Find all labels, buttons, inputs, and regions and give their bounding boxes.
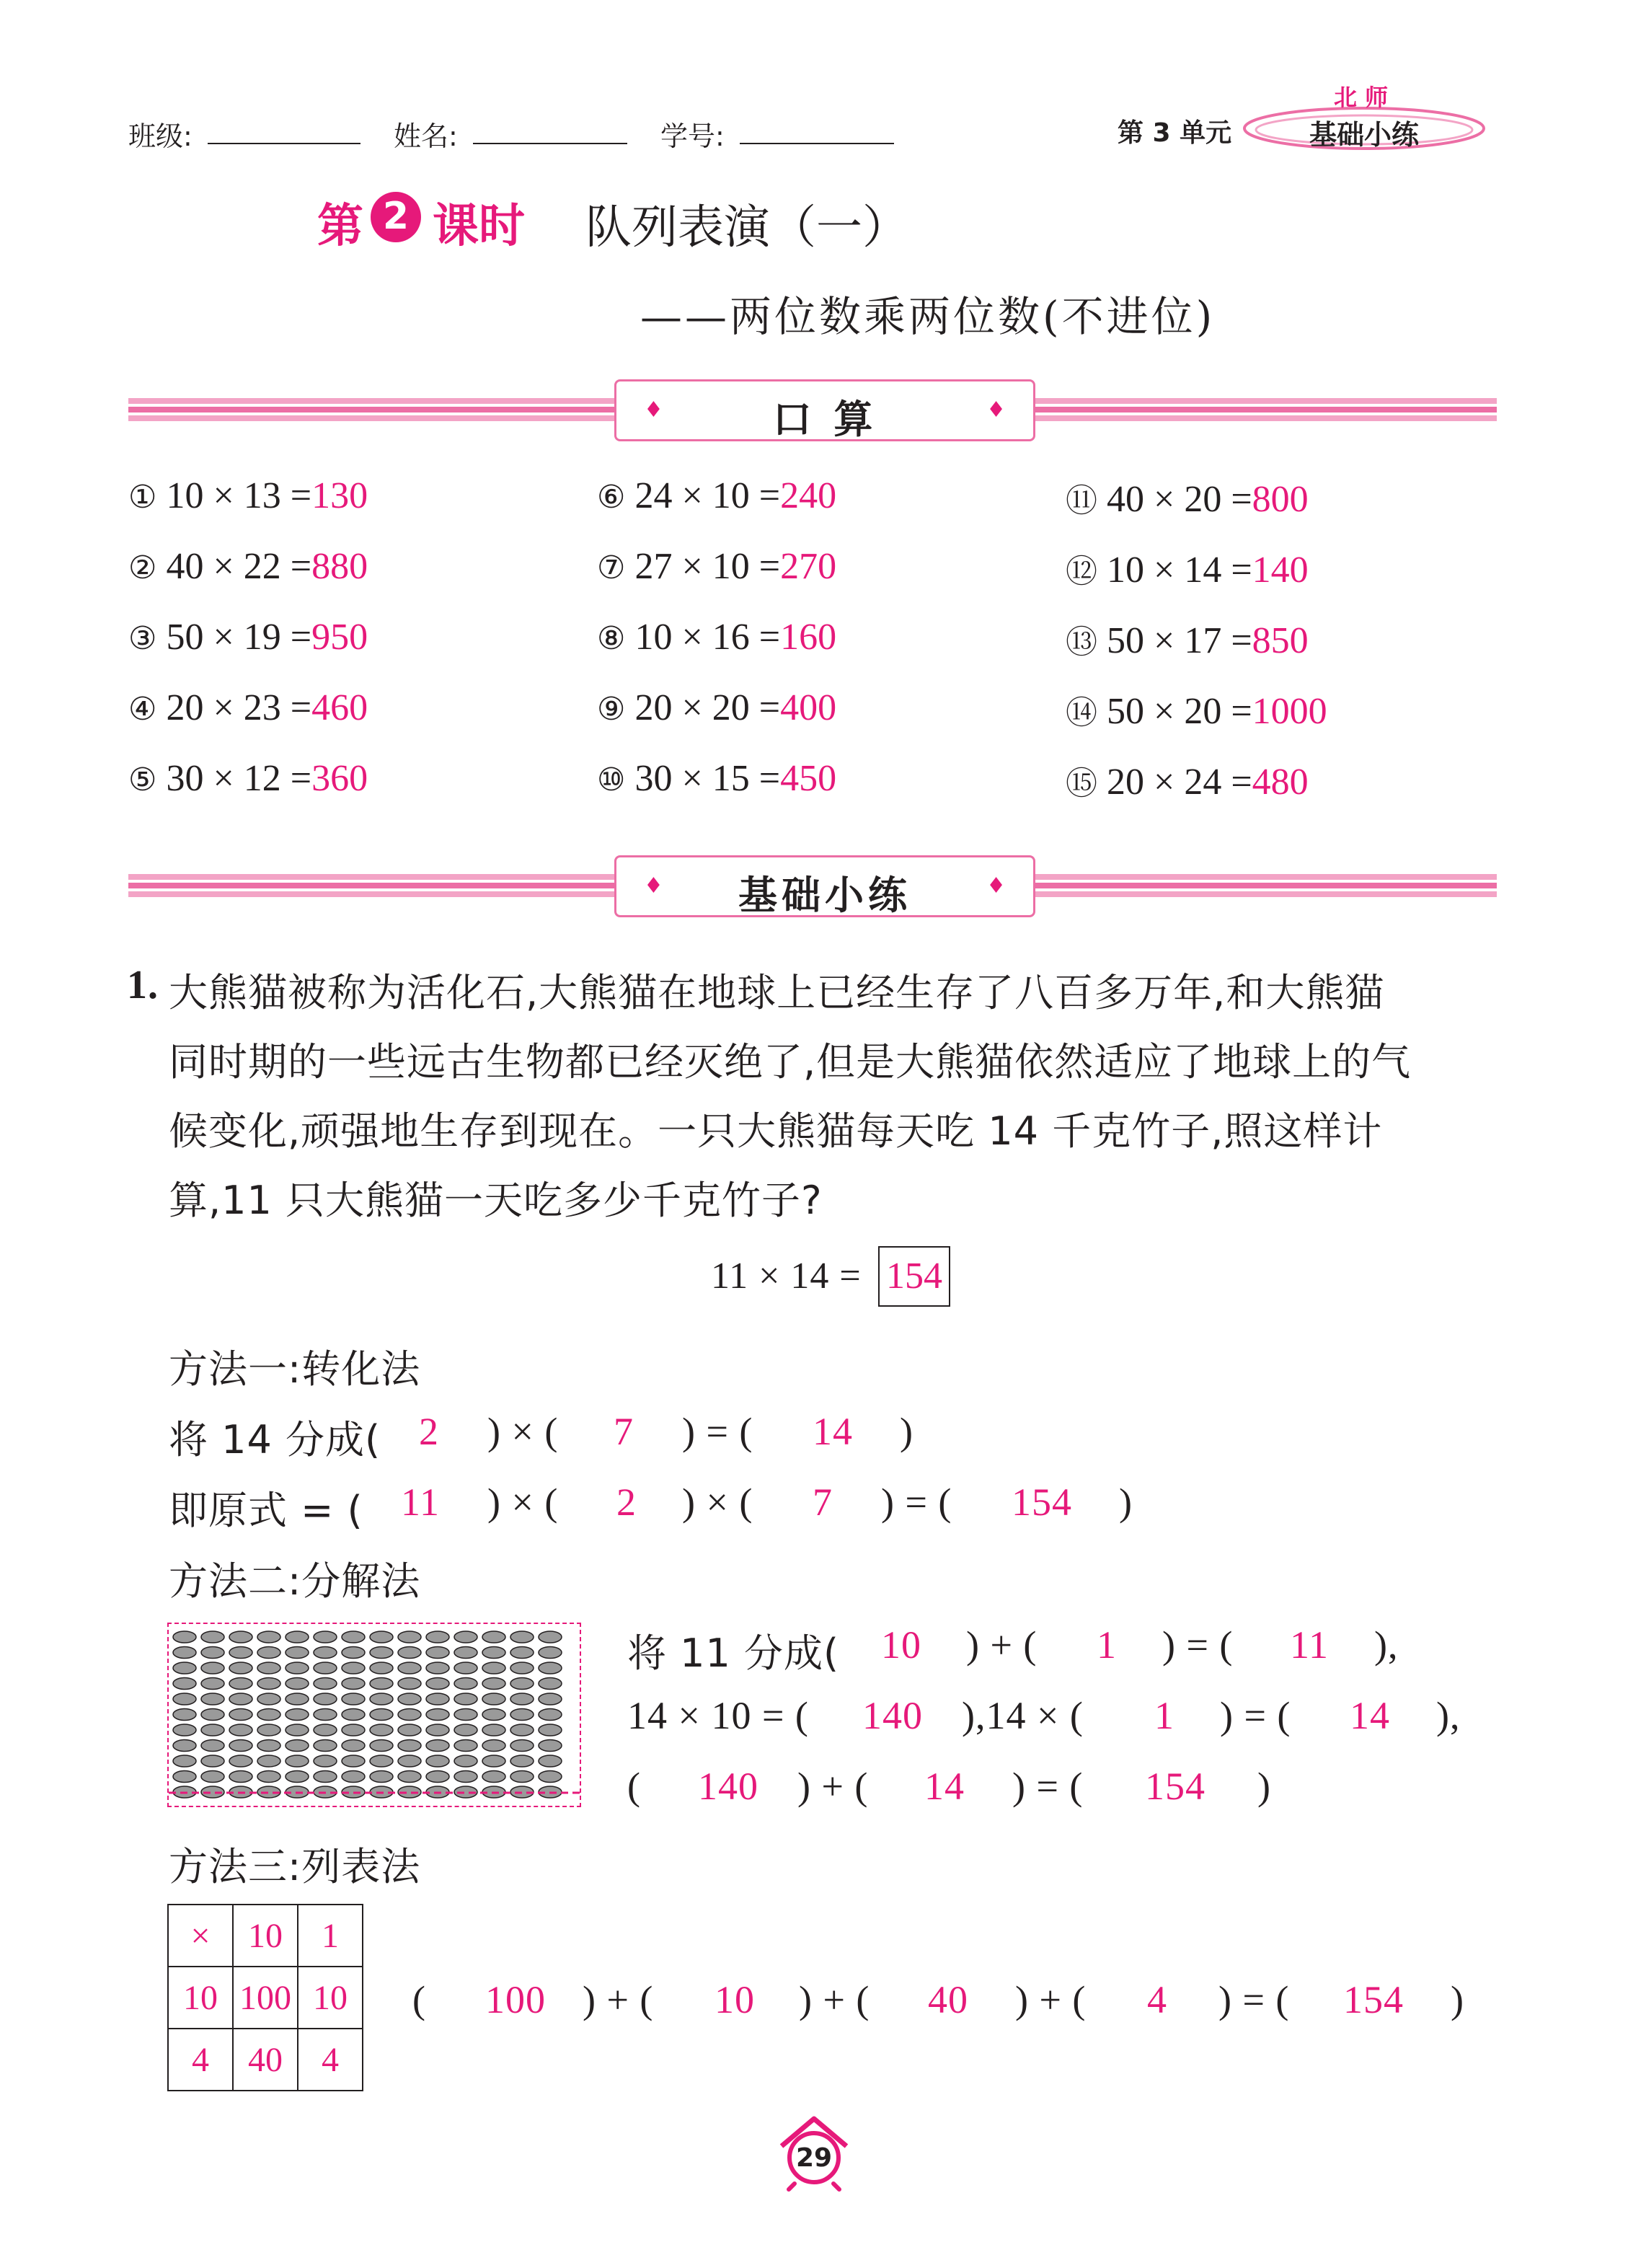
problem-number: 1. [127, 963, 159, 1007]
oral-answer[interactable]: 140 [1252, 550, 1309, 591]
array-dot [314, 1678, 337, 1690]
oral-item [1066, 687, 1327, 733]
diamond-icon: ♦ [644, 397, 663, 423]
array-dot [510, 1662, 534, 1674]
oral-answer[interactable]: 880 [311, 546, 368, 587]
item-number: ③ [128, 620, 157, 657]
main-equation: 11 × 14 = [711, 1256, 862, 1297]
array-dot [286, 1771, 309, 1783]
array-dot [426, 1647, 449, 1659]
oral-question: 20 × 24 = [1107, 762, 1252, 803]
array-dot [370, 1631, 393, 1643]
array-dot [539, 1740, 562, 1752]
diamond-icon: ♦ [986, 873, 1006, 899]
array-dot [454, 1771, 477, 1783]
series-title: 基础小练 [1309, 119, 1419, 151]
method1-line2-label: 即原式 = ( [169, 1488, 363, 1533]
paren-times: ) × ( [682, 1481, 753, 1524]
array-dot [426, 1678, 449, 1690]
paren-equals: ) = ( [682, 1410, 753, 1453]
paren-equals: ) = ( [1220, 1694, 1291, 1737]
array-dot [229, 1693, 252, 1705]
array-dot [454, 1755, 477, 1767]
array-dot [342, 1693, 365, 1705]
array-dot [314, 1662, 337, 1674]
method2-answer[interactable]: 11 [1290, 1623, 1329, 1667]
array-dot [398, 1662, 421, 1674]
array-dot [482, 1740, 505, 1752]
oral-item [597, 475, 836, 517]
item-number: ⑥ [597, 479, 626, 516]
array-dot [229, 1724, 252, 1736]
method1-answer[interactable]: 14 [813, 1410, 853, 1453]
method1-line1-label: 将 14 分成( [169, 1417, 381, 1462]
method1-answer[interactable]: 7 [614, 1410, 634, 1453]
array-dot [201, 1724, 224, 1736]
array-dot [173, 1709, 196, 1721]
array-dot [257, 1755, 280, 1767]
array-dot [257, 1647, 280, 1659]
open-paren: ( [627, 1765, 641, 1808]
array-dot [173, 1724, 196, 1736]
array-dot [370, 1678, 393, 1690]
array-dot [398, 1709, 421, 1721]
method3-answer[interactable]: 4 [1147, 1978, 1167, 2021]
paren-equals: ) = ( [1012, 1765, 1084, 1808]
array-dot [257, 1724, 280, 1736]
oral-item [597, 545, 836, 588]
problem-text-line: 候变化,顽强地生存到现在。一只大熊猫每天吃 14 千克竹子,照这样计 [169, 1108, 1383, 1154]
array-dot [510, 1771, 534, 1783]
array-dot [370, 1771, 393, 1783]
method2-answer[interactable]: 14 [924, 1765, 965, 1808]
array-dot [454, 1631, 477, 1643]
close-paren-comma: ), [1436, 1694, 1461, 1737]
paren-equals: ) = ( [881, 1481, 952, 1524]
method3-answer[interactable]: 40 [928, 1978, 968, 2021]
array-dot [510, 1755, 534, 1767]
oral-item [128, 687, 368, 729]
array-dot [314, 1631, 337, 1643]
array-dot [426, 1631, 449, 1643]
item-number: ① [128, 479, 157, 516]
array-dot [257, 1771, 280, 1783]
array-dot [426, 1771, 449, 1783]
section-title-basic [614, 855, 1035, 917]
close-paren: ) [1119, 1481, 1133, 1524]
array-dot [510, 1647, 534, 1659]
array-dot [370, 1709, 393, 1721]
section-title-oral [614, 379, 1035, 441]
array-dot [286, 1755, 309, 1767]
array-dot [370, 1647, 393, 1659]
section-title-text: 基础小练 [738, 873, 911, 918]
array-dot [201, 1771, 224, 1783]
item-number: ② [128, 550, 157, 586]
array-dot [539, 1662, 562, 1674]
unit-label: 第 3 单元 [1118, 118, 1232, 148]
array-dot [173, 1678, 196, 1690]
page-number-badge [773, 2113, 855, 2192]
diamond-icon: ♦ [644, 873, 663, 899]
array-dot [454, 1709, 477, 1721]
problem-text-line: 算,11 只大熊猫一天吃多少千克竹子? [169, 1178, 823, 1223]
array-dot [510, 1678, 534, 1690]
oral-item [1066, 545, 1309, 591]
item-number: ⑪ [1066, 482, 1097, 519]
item-number: ⑤ [128, 762, 157, 798]
method1-answer[interactable]: 2 [616, 1481, 637, 1524]
array-dot [229, 1771, 252, 1783]
array-dot [229, 1631, 252, 1643]
oral-answer[interactable]: 480 [1252, 762, 1309, 803]
method1-answer[interactable]: 11 [401, 1481, 440, 1524]
array-dot [539, 1709, 562, 1721]
oral-question: 30 × 15 = [634, 758, 781, 799]
table-cell: 1 [298, 1905, 363, 1967]
array-dot [426, 1709, 449, 1721]
oral-item [597, 616, 836, 658]
array-dot [454, 1724, 477, 1736]
array-dot [342, 1709, 365, 1721]
paren-plus: ) + ( [966, 1623, 1038, 1667]
paren-times: ) × ( [487, 1481, 559, 1524]
oral-answer[interactable]: 360 [311, 758, 368, 799]
paren-times: ) × ( [487, 1410, 559, 1453]
oral-item [1066, 475, 1309, 521]
lesson-number: 2 [382, 195, 410, 238]
oral-answer[interactable]: 270 [780, 546, 837, 587]
oral-item [128, 616, 368, 658]
method1-answer[interactable]: 7 [813, 1481, 833, 1524]
array-dot [173, 1647, 196, 1659]
table-cell[interactable]: 4 [298, 2029, 363, 2091]
array-dot [342, 1662, 365, 1674]
array-dot [510, 1740, 534, 1752]
array-dot [454, 1693, 477, 1705]
array-dot [201, 1631, 224, 1643]
array-dot [510, 1724, 534, 1736]
oral-answer[interactable]: 950 [311, 617, 368, 658]
array-dot [426, 1693, 449, 1705]
method2-answer[interactable]: 1 [1097, 1623, 1117, 1667]
method3-answer[interactable]: 10 [715, 1978, 755, 2021]
array-dot [342, 1631, 365, 1643]
oral-question: 40 × 20 = [1107, 479, 1252, 520]
array-dot [229, 1755, 252, 1767]
paren-plus: ) + ( [799, 1978, 870, 2021]
table-cell[interactable]: 100 [233, 1967, 298, 2029]
method3-answer[interactable]: 154 [1343, 1978, 1404, 2021]
array-dot [426, 1755, 449, 1767]
oral-question: 10 × 14 = [1107, 550, 1252, 591]
paren-equals: ) = ( [1162, 1623, 1234, 1667]
table-cell: 10 [168, 1967, 233, 2029]
array-dot [510, 1693, 534, 1705]
array-dot [510, 1631, 534, 1643]
item-number: ④ [128, 691, 157, 728]
close-paren: ) [1451, 1978, 1464, 2021]
array-dot [286, 1693, 309, 1705]
oral-question: 50 × 19 = [166, 617, 312, 658]
equation-answer-box[interactable] [878, 1246, 950, 1307]
paren-plus: ) + ( [797, 1765, 869, 1808]
array-dot [398, 1740, 421, 1752]
array-dot [314, 1755, 337, 1767]
oral-answer[interactable]: 450 [780, 758, 837, 799]
oral-question: 24 × 10 = [634, 475, 781, 516]
array-dot [257, 1662, 280, 1674]
problem-text-line: 大熊猫被称为活化石,大熊猫在地球上已经生存了八百多万年,和大熊猫 [169, 970, 1385, 1015]
array-dot [314, 1724, 337, 1736]
array-dot [201, 1647, 224, 1659]
table-cell: 10 [233, 1905, 298, 1967]
oral-answer[interactable]: 460 [311, 687, 368, 728]
item-number: ⑬ [1066, 624, 1097, 661]
lesson-suffix: 课时 [433, 200, 525, 253]
lesson-number-badge [371, 192, 421, 242]
item-number: ⑫ [1066, 553, 1097, 590]
array-dot [286, 1647, 309, 1659]
name-blank[interactable] [473, 143, 627, 144]
array-dot [398, 1771, 421, 1783]
method2-answer[interactable]: 154 [1145, 1765, 1205, 1808]
method3-answer[interactable]: 100 [485, 1978, 546, 2021]
array-dot [229, 1647, 252, 1659]
array-dot [286, 1724, 309, 1736]
array-dot [482, 1647, 505, 1659]
array-dot [539, 1678, 562, 1690]
table-cell[interactable]: 10 [298, 1967, 363, 2029]
item-number: ⑭ [1066, 694, 1097, 731]
array-dot [314, 1709, 337, 1721]
array-dot [173, 1662, 196, 1674]
array-dot [229, 1740, 252, 1752]
array-dot [286, 1740, 309, 1752]
array-dot [342, 1724, 365, 1736]
oral-item [128, 475, 368, 517]
student-id-label: 学号: [660, 120, 725, 152]
array-dot [482, 1662, 505, 1674]
array-dot [539, 1771, 562, 1783]
array-dot [229, 1662, 252, 1674]
array-dot [201, 1740, 224, 1752]
array-dot [398, 1755, 421, 1767]
method1-answer[interactable]: 154 [1012, 1481, 1072, 1524]
array-dot [201, 1662, 224, 1674]
close-paren: ) [900, 1410, 913, 1453]
array-dot [482, 1724, 505, 1736]
array-dot [539, 1647, 562, 1659]
oral-answer[interactable]: 160 [780, 617, 837, 658]
problem-text-line: 同时期的一些远古生物都已经灭绝了,但是大熊猫依然适应了地球上的气 [169, 1039, 1412, 1085]
method2-line2-label: 14 × 10 = ( [627, 1694, 809, 1737]
array-dot [173, 1740, 196, 1752]
oral-item [597, 757, 836, 800]
item-number: ⑩ [597, 762, 626, 798]
oral-answer[interactable]: 1000 [1252, 691, 1327, 732]
array-dot [201, 1678, 224, 1690]
array-dot [257, 1678, 280, 1690]
array-dot [314, 1740, 337, 1752]
paren-plus: ) + ( [1015, 1978, 1087, 2021]
class-label: 班级: [128, 120, 193, 152]
array-dot [314, 1647, 337, 1659]
array-dot [398, 1678, 421, 1690]
method2-line2-mid: ),14 × ( [962, 1694, 1084, 1737]
student-id-blank[interactable] [740, 143, 894, 144]
method2-answer[interactable]: 140 [862, 1694, 923, 1737]
item-number: ⑧ [597, 620, 626, 657]
array-dot [398, 1647, 421, 1659]
array-dot [482, 1631, 505, 1643]
array-dot [286, 1662, 309, 1674]
array-dot [454, 1740, 477, 1752]
table-cell[interactable]: 40 [233, 2029, 298, 2091]
array-dot [398, 1631, 421, 1643]
array-dot [426, 1724, 449, 1736]
array-dot [370, 1693, 393, 1705]
array-dot [398, 1693, 421, 1705]
item-number: ⑨ [597, 691, 626, 728]
array-dot [257, 1740, 280, 1752]
multiplication-table [167, 1904, 363, 2091]
paren-plus: ) + ( [583, 1978, 654, 2021]
oral-item [1066, 616, 1309, 662]
array-dot [173, 1693, 196, 1705]
paren-equals: ) = ( [1218, 1978, 1290, 2021]
oral-item [1066, 757, 1309, 803]
table-cell: × [168, 1905, 233, 1967]
page-number: 29 [795, 2143, 833, 2173]
array-dot [257, 1631, 280, 1643]
array-dot [426, 1662, 449, 1674]
series-top-label: 北 师 [1334, 84, 1389, 111]
array-dot [454, 1678, 477, 1690]
close-paren: ) [1257, 1765, 1271, 1808]
oral-question: 27 × 10 = [634, 546, 781, 587]
array-dot [342, 1755, 365, 1767]
array-dot [370, 1662, 393, 1674]
method2-answer[interactable]: 14 [1350, 1694, 1390, 1737]
array-dot [398, 1724, 421, 1736]
array-dot [482, 1678, 505, 1690]
array-dot [257, 1709, 280, 1721]
panda-array-figure [167, 1623, 581, 1807]
open-paren: ( [412, 1978, 426, 2021]
array-dot [454, 1662, 477, 1674]
table-cell: 4 [168, 2029, 233, 2091]
diamond-icon: ♦ [986, 397, 1006, 423]
array-dot [342, 1678, 365, 1690]
lesson-prefix: 第 [317, 200, 363, 253]
item-number: ⑦ [597, 550, 626, 586]
method1-answer[interactable]: 2 [419, 1410, 439, 1453]
oral-item [597, 687, 836, 729]
oral-question: 20 × 23 = [166, 687, 312, 728]
method1-title: 方法一:转化法 [169, 1346, 421, 1392]
array-dot [314, 1771, 337, 1783]
array-dot [201, 1709, 224, 1721]
array-dot [286, 1631, 309, 1643]
equation-answer: 154 [886, 1256, 942, 1297]
oral-question: 40 × 22 = [166, 546, 312, 587]
array-dot [286, 1709, 309, 1721]
method2-answer[interactable]: 10 [881, 1623, 921, 1667]
oral-question: 30 × 12 = [166, 758, 312, 799]
oral-question: 50 × 17 = [1107, 620, 1252, 661]
oral-answer[interactable]: 240 [780, 475, 837, 516]
array-dot [201, 1693, 224, 1705]
array-dot [482, 1755, 505, 1767]
array-dot [539, 1724, 562, 1736]
close-paren-comma: ), [1374, 1623, 1399, 1667]
array-dot [370, 1724, 393, 1736]
oral-answer[interactable]: 850 [1252, 620, 1309, 661]
method3-title: 方法三:列表法 [169, 1844, 421, 1889]
array-dot [482, 1709, 505, 1721]
array-dot [482, 1693, 505, 1705]
method2-line1-label: 将 11 分成( [627, 1631, 840, 1676]
method2-title: 方法二:分解法 [169, 1558, 421, 1604]
array-dot [257, 1693, 280, 1705]
oral-question: 20 × 20 = [634, 687, 781, 728]
name-label: 姓名: [394, 120, 458, 152]
item-number: ⑮ [1066, 765, 1097, 802]
array-dot [539, 1755, 562, 1767]
method2-answer[interactable]: 140 [698, 1765, 758, 1808]
section-title-text: 口 算 [772, 397, 877, 442]
array-dot [539, 1693, 562, 1705]
array-dot [173, 1771, 196, 1783]
array-dot [229, 1678, 252, 1690]
array-dot [173, 1755, 196, 1767]
array-dot [173, 1631, 196, 1643]
oral-answer[interactable]: 800 [1252, 479, 1309, 520]
lesson-title: 队列表演（一） [585, 201, 908, 255]
array-dot [342, 1740, 365, 1752]
oral-answer[interactable]: 400 [780, 687, 837, 728]
array-dot [370, 1740, 393, 1752]
array-dot [201, 1755, 224, 1767]
array-dot [539, 1631, 562, 1643]
oral-item [128, 757, 368, 800]
array-dot [482, 1771, 505, 1783]
array-dot [229, 1709, 252, 1721]
lesson-subtitle: ——两位数乘两位数(不进位) [640, 292, 1216, 341]
method2-answer[interactable]: 1 [1154, 1694, 1174, 1737]
oral-answer[interactable]: 130 [311, 475, 368, 516]
array-dot [314, 1693, 337, 1705]
oral-question: 50 × 20 = [1107, 691, 1252, 732]
oral-question: 10 × 16 = [634, 617, 781, 658]
array-dot [342, 1647, 365, 1659]
array-dot [510, 1709, 534, 1721]
array-dot [342, 1771, 365, 1783]
oral-item [128, 545, 368, 588]
array-dot [454, 1647, 477, 1659]
array-dot [286, 1678, 309, 1690]
class-blank[interactable] [208, 143, 360, 144]
oral-question: 10 × 13 = [166, 475, 312, 516]
array-dot [370, 1755, 393, 1767]
array-dot [426, 1740, 449, 1752]
